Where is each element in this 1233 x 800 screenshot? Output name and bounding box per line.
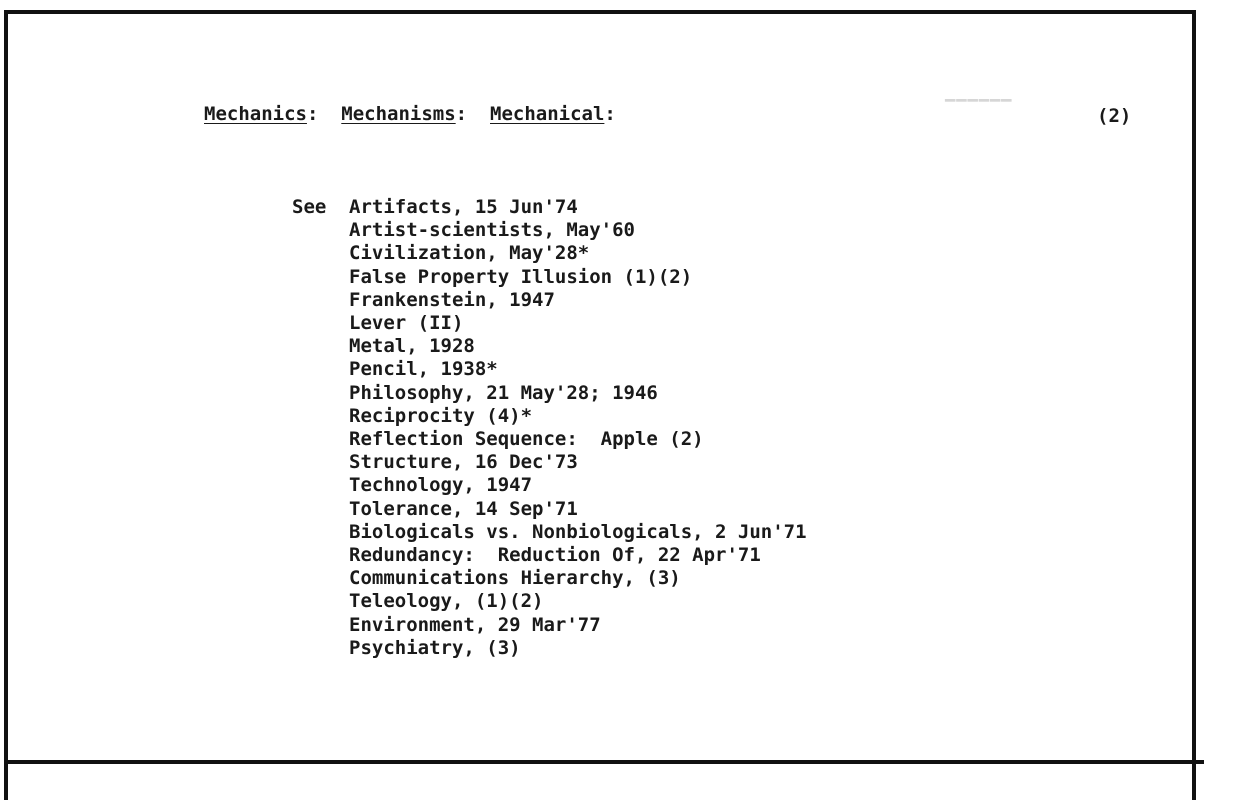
- card-bottom-rule: [4, 760, 1204, 764]
- list-item: Environment, 29 Mar'77: [349, 613, 601, 636]
- list-item: Metal, 1928: [349, 335, 475, 358]
- list-item: Reciprocity (4)*: [349, 404, 533, 427]
- heading-term-mechanics: Mechanics: [204, 103, 307, 125]
- list-item: Psychiatry, (3): [349, 636, 521, 659]
- see-label: See: [292, 196, 327, 218]
- cross-reference-list: [349, 196, 807, 660]
- list-item: Biologicals vs. Nonbiologicals, 2 Jun'71: [349, 520, 807, 543]
- list-item: Pencil, 1938*: [349, 358, 498, 381]
- list-item: Reflection Sequence: Apple (2): [349, 428, 704, 451]
- list-item: Frankenstein, 1947: [349, 288, 555, 311]
- list-item: Redundancy: Reduction Of, 22 Apr'71: [349, 544, 761, 567]
- list-item: Lever (II): [349, 312, 464, 335]
- list-item: Teleology, (1)(2): [349, 590, 544, 613]
- page-number: (2): [1097, 105, 1132, 127]
- list-item: Artist-scientists, May'60: [349, 219, 635, 242]
- bleed-through-mark: ▔▔▔▔▔▔: [945, 100, 1013, 120]
- list-item: Tolerance, 14 Sep'71: [349, 497, 578, 520]
- list-item: Communications Hierarchy, (3): [349, 567, 681, 590]
- list-item: Philosophy, 21 May'28; 1946: [349, 381, 658, 404]
- list-item: Technology, 1947: [349, 474, 533, 497]
- list-item: False Property Illusion (1)(2): [349, 265, 693, 288]
- list-item: Artifacts, 15 Jun'74: [349, 196, 578, 218]
- heading-term-mechanical: Mechanical: [490, 103, 605, 125]
- list-item: Structure, 16 Dec'73: [349, 451, 578, 474]
- heading-term-mechanisms: Mechanisms: [341, 103, 456, 125]
- list-item: Civilization, May'28*: [349, 242, 590, 265]
- index-heading: Mechanics: Mechanisms: Mechanical:: [204, 103, 616, 125]
